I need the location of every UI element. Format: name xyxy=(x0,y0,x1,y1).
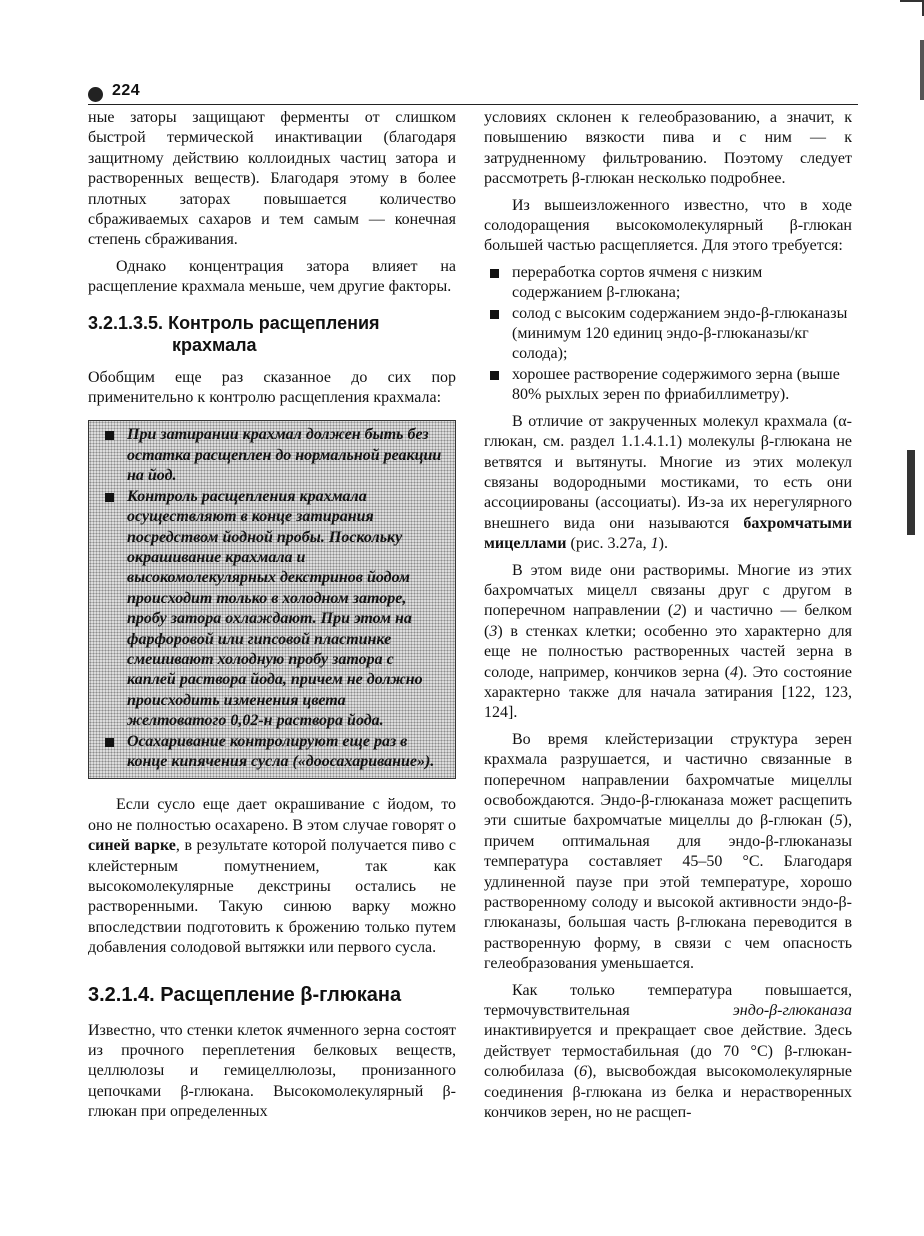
paragraph: Обобщим еще раз сказанное до сих пор применительно к контролю расщепления крахмала: xyxy=(88,368,456,407)
paragraph: Однако концентрация затора влияет на расщепление крахмала меньше, чем другие факторы. xyxy=(88,257,456,296)
page-edge-mark xyxy=(907,450,915,535)
section-title: Расщепление β-глюкана xyxy=(160,983,402,1006)
text-run: В отличие от закрученных молекул крахмала (α-глюкан, см. раздел 1.1.4.1.1) молекулы β-глюкана не ветвятся и вытянуты. Многие из этих молекул связаны водородными мостиками, то есть они ассоциированы (ассоциаты). Из-за их нерегулярного внешнего вида они называются xyxy=(484,412,852,532)
callout-item: При затирании крахмал должен быть без остатка расщеплен до нормальной реакции на йод. xyxy=(99,425,445,486)
figure-ref: 4 xyxy=(729,663,738,681)
figure-ref: 5 xyxy=(834,812,843,830)
text-run: ), причем оптимальная для эндо-β-глюканазы температура составляет 45–50 °С. Благодаря удлиненной паузе при этой температуре, хорошо растворенному солоду и высокой активности эндо-β-глюканазы, большая часть β-глюкана переводится в растворенную форму, в связи с чем опасность гелеобразования уменьшается. xyxy=(484,812,852,973)
list-item: хорошее растворение содержимого зерна (выше 80% рыхлых зерен по фриабиллиметру). xyxy=(484,365,852,406)
left-column xyxy=(88,108,456,1123)
text-run: инактивируется и прекращает свое действие. Здесь действует термостабильная (до 70 °С) β-глюкан-солюбилаза ( xyxy=(484,1022,852,1081)
bold-term: бахромчатыми мицеллами xyxy=(484,514,852,553)
page-number-dot-icon xyxy=(88,87,103,102)
paragraph xyxy=(88,795,456,958)
text-run: , в результате которой получается пиво с клейстерным помутнением, так как высокомолекулярные декстрины остались не растворенными. Такую синюю варку можно впоследствии подготовить к брожению только путем добавления солодовой вытяжки или первого сусла. xyxy=(88,837,456,957)
section-title-continued: крахмала xyxy=(172,334,257,355)
text-run: В этом виде они растворимы. Многие из этих бахромчатых мицелл связаны друг с другом в поперечном направлении ( xyxy=(484,561,852,620)
section-heading xyxy=(88,983,456,1007)
paragraph xyxy=(484,730,852,975)
section-number: 3.2.1.4. xyxy=(88,983,155,1006)
section-heading xyxy=(88,312,456,356)
paragraph: условиях склонен к гелеобразованию, а значит, к повышению вязкости пива и с ним — к затрудненному фильтрованию. Поэтому следует рассмотреть β-глюкан несколько подробнее. xyxy=(484,109,852,188)
paragraph: Из вышеизложенного известно, что в ходе солодоращения высокомолекулярный β-глюкан большей частью расщепляется. Для этого требуется: xyxy=(484,196,852,255)
paragraph: Известно, что стенки клеток ячменного зерна состоят из прочного переплетения белковых веществ, целлюлозы и гемицеллюлозы, пронизанного цепочками β-глюкана. Высокомолекулярный β-глюкан при определенных xyxy=(88,1021,456,1121)
right-column xyxy=(484,108,852,1124)
text-run: ) в стенках клетки; особенно это характерно для еще не полностью растворенных частей зерна в солоде, например, кончиков зерна ( xyxy=(484,622,852,681)
section-number: 3.2.1.3.5. xyxy=(88,312,164,333)
text-run: Во время клейстеризации структура зерен крахмала разрушается, и частично связанные в поперечном направлении бахромчатые мицеллы освобождаются. Эндо-β-глюканаза может расщепить эти сшитые бахромчатые мицеллы до β-глюкан ( xyxy=(484,730,852,830)
page-edge-mark xyxy=(920,40,924,100)
page-number: 224 xyxy=(112,82,141,99)
callout-item: Контроль расщепления крахмала осуществляют в конце затирания посредством йодной пробы. Поскольку окрашивание крахмала и высокомолекулярных декстринов йодом происходит только в холодном заторе, пробу затора охлаждают. При этом на фарфоровой или гипсовой пластинке смешивают холодную пробу затора с каплей раствора йода, причем не должно происходить изменения цвета желтоватого 0,02-н раствора йода. xyxy=(99,487,445,732)
summary-callout-box xyxy=(88,420,456,779)
text-run: ). xyxy=(658,535,668,553)
paragraph: ные заторы защищают ферменты от слишком быстрой термической инактивации (благодаря защитному действию коллоидных частиц затора и растворенных веществ). Благодаря этому в более плотных заторах повышается количество сбраживаемых сахаров и тем самым — конечная степень сбраживания. xyxy=(88,109,456,249)
figure-ref: 3 xyxy=(489,622,498,640)
paragraph xyxy=(484,412,852,555)
bold-term: синей варке xyxy=(88,837,176,855)
text-run: Как только температура повышается, термочувствительная xyxy=(484,981,852,1020)
figure-ref: 6 xyxy=(579,1063,588,1081)
list-item: переработка сортов ячменя с низким содержанием β-глюкана; xyxy=(484,263,852,304)
text-run: ), высвобождая высокомолекулярные соединения β-глюкана из белка и нерастворенных кончиков зерен, но не расщеп- xyxy=(484,1063,852,1122)
text-run: ) и частично — белком ( xyxy=(484,602,852,640)
list-item: солод с высоким содержанием эндо-β-глюканазы (минимум 120 единиц эндо-β-глюканазы/кг солода); xyxy=(484,304,852,365)
callout-item: Осахаривание контролируют еще раз в конце кипячения сусла («доосахаривание»). xyxy=(99,732,445,773)
requirements-list xyxy=(484,263,852,406)
text-run: (рис. 3.27а, xyxy=(566,535,651,553)
text-run: ). Это состояние характерно также для начала затирания [122, 123, 124]. xyxy=(484,663,852,722)
figure-ref: 2 xyxy=(673,602,682,620)
paragraph xyxy=(484,561,852,724)
italic-term: эндо-β-глюканаза xyxy=(732,1002,852,1020)
section-title: Контроль расщепления xyxy=(168,312,380,333)
text-run: Если сусло еще дает окрашивание с йодом, то оно не полностью осахарено. В этом случае говорят о xyxy=(88,796,456,834)
figure-ref: 1 xyxy=(650,535,659,553)
paragraph xyxy=(484,981,852,1124)
page-header xyxy=(88,84,858,105)
page-corner-mark xyxy=(900,0,924,16)
